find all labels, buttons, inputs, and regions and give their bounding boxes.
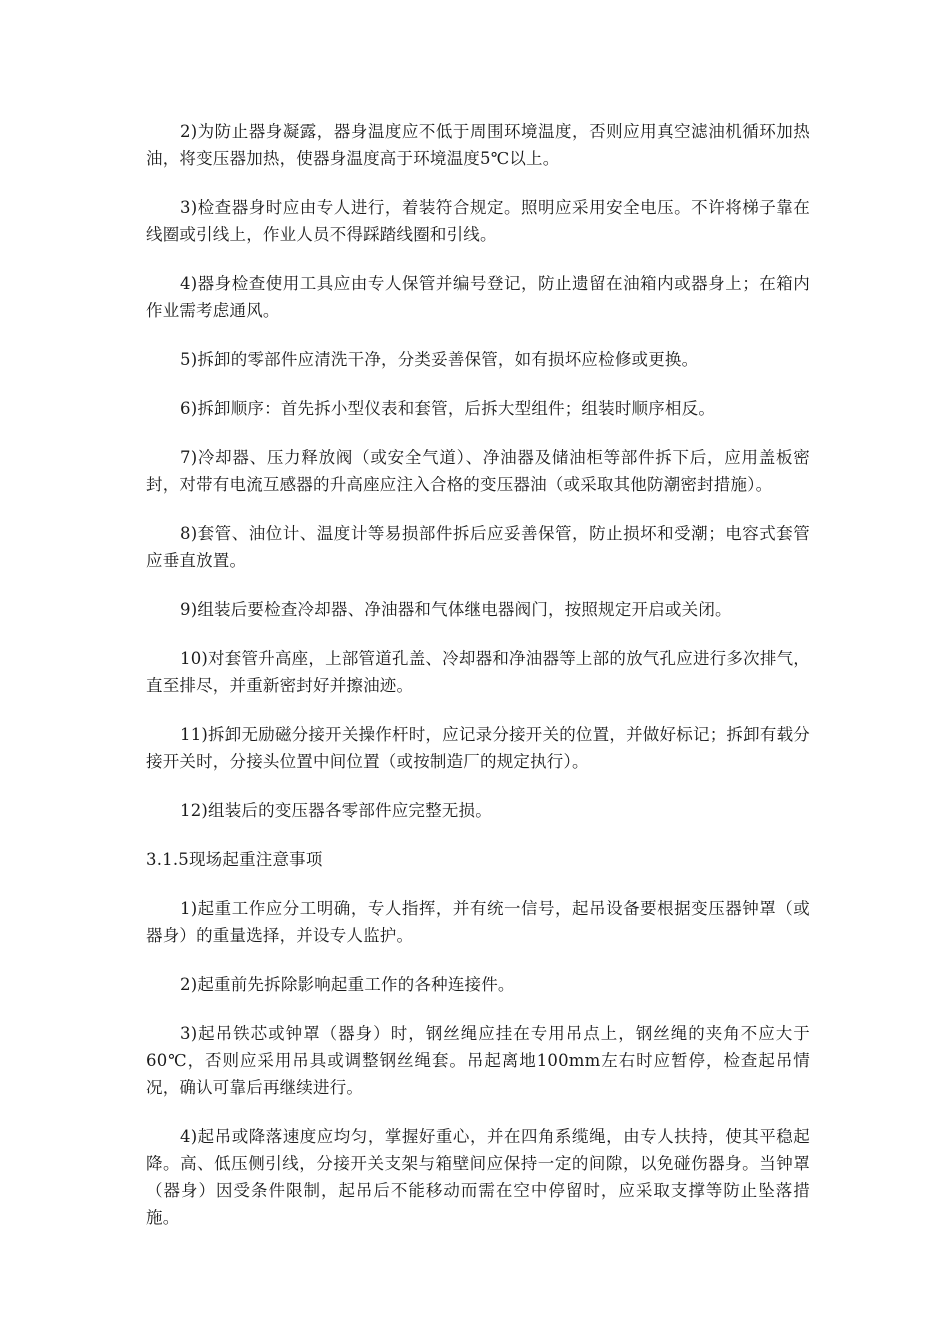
paragraph-item-7: 7)冷却器、压力释放阀（或安全气道）、净油器及储油柜等部件拆下后，应用盖板密封，对带有电流互感器的升高座应注入合格的变压器油（或采取其他防潮密封措施）。 xyxy=(146,448,810,494)
paragraph-lifting-3: 3)起吊铁芯或钟罩（器身）时，钢丝绳应挂在专用吊点上，钢丝绳的夹角不应大于60℃，否则应采用吊具或调整钢丝绳套。吊起离地100mm左右时应暂停，检查起吊情况，确认可靠后再继续进行。 xyxy=(146,1024,810,1097)
paragraph-item-10: 10)对套管升高座，上部管道孔盖、冷却器和净油器等上部的放气孔应进行多次排气，直至排尽，并重新密封好并擦油迹。 xyxy=(146,649,810,695)
paragraph-lifting-1: 1)起重工作应分工明确，专人指挥，并有统一信号，起吊设备要根据变压器钟罩（或器身）的重量选择，并设专人监护。 xyxy=(146,899,810,945)
paragraph-item-2: 2)为防止器身凝露，器身温度应不低于周围环境温度，否则应用真空滤油机循环加热油，将变压器加热，使器身温度高于环境温度5℃以上。 xyxy=(146,122,810,168)
paragraph-item-12: 12)组装后的变压器各零部件应完整无损。 xyxy=(180,801,492,820)
paragraph-item-4: 4)器身检查使用工具应由专人保管并编号登记，防止遗留在油箱内或器身上；在箱内作业需考虑通风。 xyxy=(146,274,810,320)
paragraph-item-9: 9)组装后要检查冷却器、净油器和气体继电器阀门，按照规定开启或关闭。 xyxy=(180,600,732,619)
paragraph-lifting-2: 2)起重前先拆除影响起重工作的各种连接件。 xyxy=(180,975,515,994)
paragraph-lifting-4: 4)起吊或降落速度应均匀，掌握好重心，并在四角系缆绳，由专人扶持，使其平稳起降。高、低压侧引线，分接开关支架与箱壁间应保持一定的间隙，以免碰伤器身。当钟罩（器身）因受条件限制，起吊后不能移动而需在空中停留时，应采取支撑等防止坠落措施。 xyxy=(146,1127,810,1227)
paragraph-item-8: 8)套管、油位计、温度计等易损部件拆后应妥善保管，防止损坏和受潮；电容式套管应垂直放置。 xyxy=(146,524,810,570)
paragraph-item-3: 3)检查器身时应由专人进行，着装符合规定。照明应采用安全电压。不许将梯子靠在线圈或引线上，作业人员不得踩踏线圈和引线。 xyxy=(146,198,810,244)
section-heading: 3.1.5现场起重注意事项 xyxy=(146,850,323,869)
paragraph-item-5: 5)拆卸的零部件应清洗干净，分类妥善保管，如有损坏应检修或更换。 xyxy=(180,350,699,369)
paragraph-item-11: 11)拆卸无励磁分接开关操作杆时，应记录分接开关的位置，并做好标记；拆卸有载分接开关时，分接头位置中间位置（或按制造厂的规定执行）。 xyxy=(146,725,810,771)
paragraph-item-6: 6)拆卸顺序：首先拆小型仪表和套管，后拆大型组件；组装时顺序相反。 xyxy=(180,399,716,418)
document-body xyxy=(146,118,810,1253)
